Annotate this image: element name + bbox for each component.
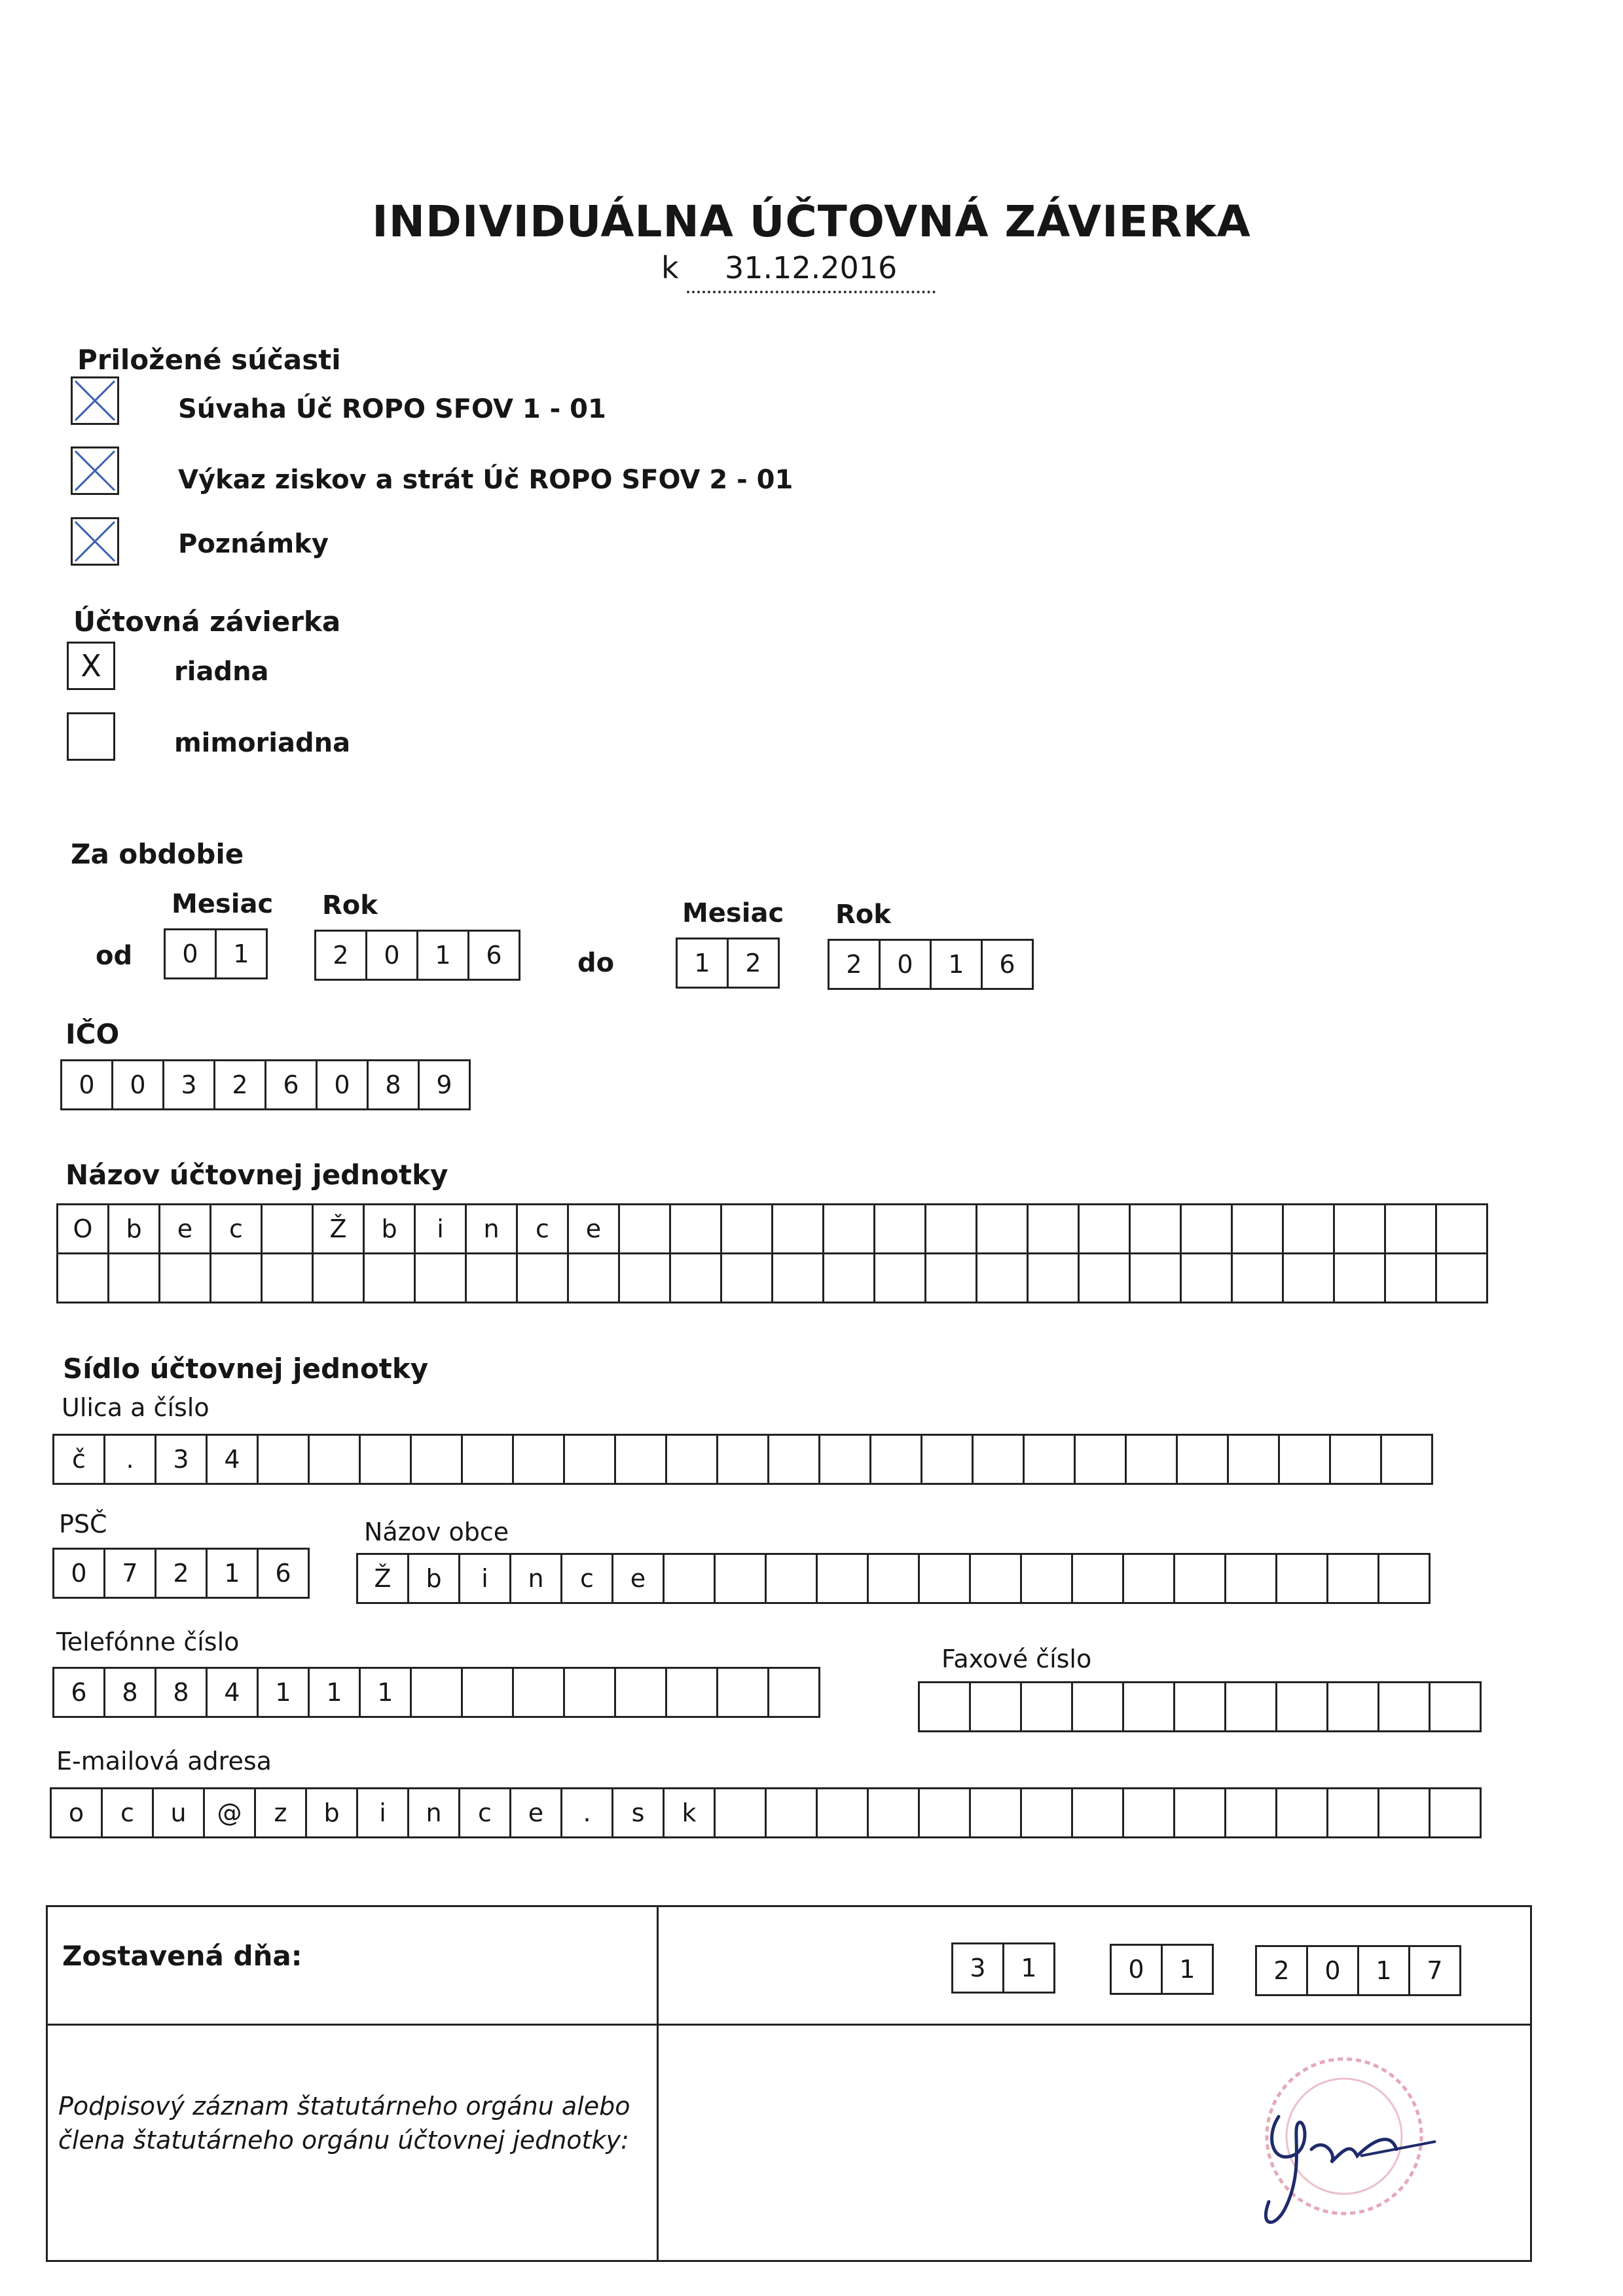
attachments-heading: Priložené súčasti [77,344,341,376]
char-cell [665,1555,716,1602]
char-cell [314,1254,365,1302]
char-cell: 3 [156,1436,208,1483]
char-cell [1431,1683,1482,1730]
char-cell: b [365,1205,416,1252]
char-cell [977,1205,1029,1252]
digit-cell: 0 [1308,1947,1359,1994]
fax-field[interactable] [918,1681,1482,1732]
char-cell [1182,1205,1233,1252]
char-cell [1335,1205,1386,1252]
char-cell [160,1254,211,1302]
char-cell: b [109,1205,160,1252]
digit-cell: 1 [1004,1944,1055,1992]
compiled-month-field[interactable] [1110,1944,1214,1995]
char-cell [1379,1683,1431,1730]
char-cell [1131,1205,1182,1252]
char-cell [875,1254,926,1302]
attachment-label-1: Súvaha Úč ROPO SFOV 1 - 01 [178,394,606,424]
box-divider-horizontal [48,2024,1530,2026]
char-cell [518,1254,569,1302]
char-cell [1226,1555,1277,1602]
closing-date [661,250,936,293]
char-cell [514,1436,565,1483]
char-cell [718,1436,769,1483]
psc-field[interactable] [52,1548,310,1599]
char-cell [1175,1789,1226,1836]
char-cell: 4 [208,1669,259,1716]
char-cell [977,1254,1029,1302]
digit-cell: 2 [316,932,367,979]
closing-regular-mark: X [81,648,101,683]
char-cell [1025,1436,1076,1483]
digit-cell: 1 [1163,1946,1214,1993]
closing-regular-checkbox[interactable] [67,642,115,690]
compiled-label: Zostavená dňa: [62,1940,302,1972]
char-cell [1277,1555,1328,1602]
date-value[interactable]: 31.12.2016 [687,250,936,293]
signature-label-line-1: Podpisový záznam štatutárneho orgánu alebo [58,2092,630,2121]
char-cell [1379,1789,1431,1836]
char-cell: e [160,1205,211,1252]
char-cell [1131,1254,1182,1302]
attachment-label-3: Poznámky [178,529,329,559]
digit-cell: 1 [418,932,469,979]
char-cell [259,1436,310,1483]
char-cell: @ [205,1789,256,1836]
char-cell: e [569,1205,620,1252]
unit-name-label: Názov účtovnej jednotky [65,1159,448,1191]
char-cell [463,1669,514,1716]
digit-cell: 1 [678,939,729,987]
char-cell [920,1683,971,1730]
closing-type-heading: Účtovná závierka [73,606,341,638]
char-cell [922,1436,974,1483]
char-cell [1328,1683,1379,1730]
char-cell [463,1436,514,1483]
char-cell [769,1436,820,1483]
to-month-label: Mesiac [682,898,784,928]
char-cell: e [511,1789,562,1836]
char-cell: . [105,1436,156,1483]
char-cell [310,1436,361,1483]
char-cell [767,1555,818,1602]
char-cell [1226,1683,1277,1730]
char-cell [769,1669,820,1716]
char-cell [1386,1205,1437,1252]
char-cell [514,1669,565,1716]
char-cell [971,1789,1022,1836]
char-cell: c [211,1205,263,1252]
digit-cell: 0 [367,932,418,979]
email-label: E-mailová adresa [56,1747,272,1776]
char-cell: z [256,1789,307,1836]
char-cell: 1 [208,1550,259,1597]
signature-label-line-2: člena štatutárneho orgánu účtovnej jednotky: [58,2126,629,2155]
char-cell [1073,1555,1124,1602]
closing-extraordinary-checkbox[interactable] [67,712,115,761]
char-cell [1431,1789,1482,1836]
char-cell: c [562,1555,613,1602]
char-cell: 0 [54,1550,105,1597]
from-label: od [96,941,133,971]
email-field[interactable] [50,1787,1482,1838]
char-cell: i [358,1789,409,1836]
char-cell [1080,1205,1131,1252]
char-cell [1277,1789,1328,1836]
char-cell [926,1205,977,1252]
digit-cell: 2 [830,941,881,988]
char-cell [1233,1254,1284,1302]
char-cell: 6 [54,1669,105,1716]
city-label: Názov obce [364,1518,509,1546]
char-cell: č [54,1436,105,1483]
unit-name-row-2 [56,1254,1488,1303]
char-cell [671,1205,722,1252]
char-cell: 8 [156,1669,208,1716]
char-cell [1124,1683,1175,1730]
char-cell [869,1789,920,1836]
digit-cell: 6 [983,941,1034,988]
digit-cell: 1 [1359,1947,1410,1994]
char-cell: 7 [105,1550,156,1597]
phone-field[interactable] [52,1667,820,1718]
char-cell [1073,1683,1124,1730]
digit-cell: 2 [729,939,780,987]
char-cell: n [467,1205,518,1252]
signature-box [46,1905,1532,2262]
char-cell [1437,1254,1488,1302]
attachment-checkbox-1[interactable] [71,376,119,425]
char-cell: i [416,1205,467,1252]
digit-cell: 1 [217,930,268,977]
char-cell: n [409,1789,460,1836]
box-divider-vertical [657,1907,659,2260]
psc-label: PSČ [59,1510,107,1539]
char-cell: 8 [105,1669,156,1716]
char-cell: 1 [259,1669,310,1716]
char-cell [824,1254,875,1302]
char-cell: O [58,1205,109,1252]
char-cell [1280,1436,1331,1483]
compiled-day-field[interactable] [951,1942,1055,1994]
char-cell [716,1555,767,1602]
digit-cell: 0 [166,930,217,977]
char-cell [565,1436,616,1483]
char-cell: e [613,1555,665,1602]
char-cell [1335,1254,1386,1302]
char-cell [818,1789,869,1836]
char-cell [1022,1555,1073,1602]
from-year-field[interactable] [314,930,520,981]
digit-cell: 2 [1257,1947,1308,1994]
char-cell [971,1555,1022,1602]
char-cell [1226,1789,1277,1836]
char-cell [1124,1555,1175,1602]
char-cell: Ž [314,1205,365,1252]
digit-cell: 1 [932,941,983,988]
digit-cell: 7 [1410,1947,1461,1994]
char-cell: i [460,1555,511,1602]
char-cell: s [613,1789,665,1836]
char-cell [1379,1555,1431,1602]
char-cell [875,1205,926,1252]
char-cell [1277,1683,1328,1730]
char-cell [667,1436,718,1483]
char-cell [416,1254,467,1302]
signature-label [58,2089,630,2157]
from-month-field[interactable] [164,928,268,979]
char-cell [616,1436,667,1483]
char-cell [1182,1254,1233,1302]
char-cell [926,1254,977,1302]
char-cell [109,1254,160,1302]
digit-cell: 0 [1112,1946,1163,1993]
cross-mark-icon [73,378,117,423]
document-title: INDIVIDUÁLNA ÚČTOVNÁ ZÁVIERKA [372,196,1251,247]
attachment-checkbox-2[interactable] [71,446,119,495]
char-cell: 1 [310,1669,361,1716]
char-cell [1284,1254,1335,1302]
char-cell: u [154,1789,205,1836]
digit-cell: 2 [215,1061,266,1108]
char-cell [1331,1436,1382,1483]
char-cell [361,1436,412,1483]
date-prefix: k [661,250,679,285]
char-cell [263,1254,314,1302]
char-cell [722,1205,773,1252]
to-month-field[interactable] [676,938,780,989]
attachment-checkbox-3[interactable] [71,517,119,566]
digit-cell: 3 [164,1061,215,1108]
char-cell [1386,1254,1437,1302]
char-cell [1229,1436,1280,1483]
compiled-year-field[interactable] [1255,1945,1461,1996]
char-cell: 1 [361,1669,412,1716]
from-month-label: Mesiac [172,889,274,919]
char-cell [1076,1436,1127,1483]
char-cell [1437,1205,1488,1252]
digit-cell: 3 [953,1944,1004,1992]
char-cell: n [511,1555,562,1602]
char-cell [620,1254,671,1302]
char-cell [722,1254,773,1302]
char-cell: b [409,1555,460,1602]
phone-label: Telefónne číslo [56,1628,240,1656]
char-cell: b [307,1789,358,1836]
cross-mark-icon [73,448,117,493]
cross-mark-icon [73,519,117,564]
char-cell [773,1254,824,1302]
ico-field[interactable] [60,1059,471,1110]
to-label: do [577,948,615,978]
char-cell [920,1555,971,1602]
char-cell [824,1205,875,1252]
closing-extraordinary-label: mimoriadna [174,728,351,758]
char-cell [1175,1683,1226,1730]
digit-cell: 6 [266,1061,318,1108]
char-cell [616,1669,667,1716]
char-cell [1029,1254,1080,1302]
char-cell: . [562,1789,613,1836]
char-cell [1022,1789,1073,1836]
char-cell [1284,1205,1335,1252]
char-cell [263,1205,314,1252]
char-cell [820,1436,871,1483]
street-label: Ulica a číslo [62,1393,210,1422]
digit-cell: 0 [62,1061,113,1108]
period-heading: Za obdobie [71,838,244,870]
char-cell [773,1205,824,1252]
char-cell: 2 [156,1550,208,1597]
char-cell [1382,1436,1433,1483]
char-cell [565,1669,616,1716]
char-cell [412,1436,463,1483]
digit-cell: 8 [369,1061,420,1108]
char-cell [1127,1436,1178,1483]
char-cell [767,1789,818,1836]
seat-heading: Sídlo účtovnej jednotky [63,1353,429,1385]
char-cell [569,1254,620,1302]
char-cell [871,1436,922,1483]
ico-label: IČO [65,1018,120,1050]
char-cell [667,1669,718,1716]
char-cell: 4 [208,1436,259,1483]
char-cell [974,1436,1025,1483]
digit-cell: 9 [420,1061,471,1108]
char-cell [58,1254,109,1302]
char-cell [1175,1555,1226,1602]
char-cell [869,1555,920,1602]
char-cell [467,1254,518,1302]
to-year-label: Rok [835,900,891,930]
digit-cell: 0 [113,1061,164,1108]
closing-regular-label: riadna [174,657,269,687]
char-cell: Ž [358,1555,409,1602]
unit-name-field[interactable] [56,1203,1488,1303]
char-cell [1029,1205,1080,1252]
char-cell: o [52,1789,103,1836]
char-cell: c [518,1205,569,1252]
to-year-field[interactable] [828,939,1034,990]
signature-icon [1239,2077,1449,2248]
from-year-label: Rok [322,890,378,920]
city-field[interactable] [356,1553,1431,1604]
char-cell: 6 [259,1550,310,1597]
char-cell [1022,1683,1073,1730]
unit-name-row-1 [56,1203,1488,1254]
char-cell [1124,1789,1175,1836]
char-cell: k [665,1789,716,1836]
char-cell [211,1254,263,1302]
char-cell [1233,1205,1284,1252]
digit-cell: 0 [881,941,932,988]
street-field[interactable] [52,1434,1433,1485]
fax-label: Faxové číslo [941,1645,1092,1673]
char-cell [365,1254,416,1302]
char-cell [818,1555,869,1602]
char-cell [1080,1254,1131,1302]
char-cell [718,1669,769,1716]
char-cell [412,1669,463,1716]
digit-cell: 0 [318,1061,369,1108]
char-cell [971,1683,1022,1730]
char-cell [1073,1789,1124,1836]
char-cell: c [103,1789,154,1836]
char-cell [620,1205,671,1252]
char-cell [716,1789,767,1836]
char-cell [1328,1555,1379,1602]
char-cell [671,1254,722,1302]
attachment-label-2: Výkaz ziskov a strát Úč ROPO SFOV 2 - 01 [178,465,793,495]
digit-cell: 6 [469,932,520,979]
char-cell: c [460,1789,511,1836]
char-cell [1178,1436,1229,1483]
char-cell [920,1789,971,1836]
char-cell [1328,1789,1379,1836]
